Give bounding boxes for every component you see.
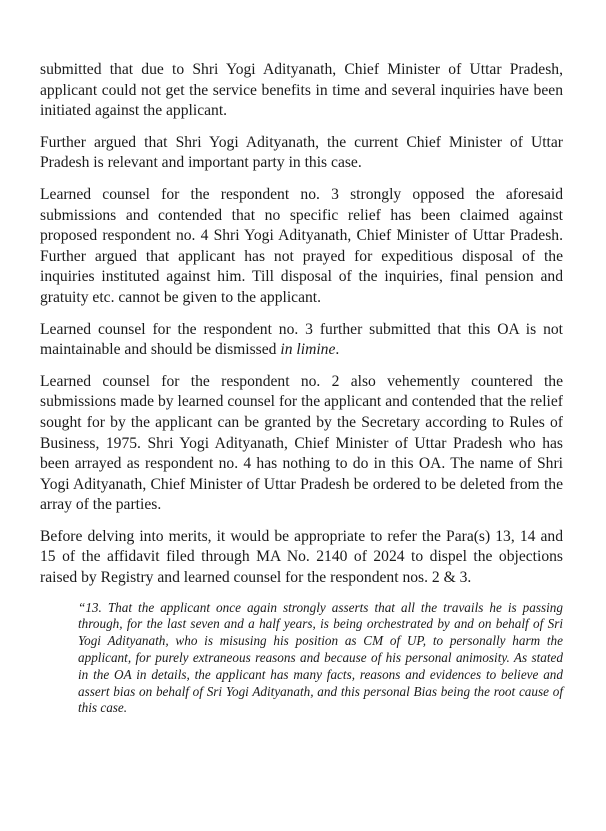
paragraph-6: Before delving into merits, it would be appropriate to refer the Para(s) 13, 14 and 15 of the affidavit filed through MA No. 2140 of 2024 to dispel the objections raised by Registry and learned counsel for the respondent nos. 2 & 3.: [40, 527, 563, 587]
paragraph-2: Further argued that Shri Yogi Adityanath, the current Chief Minister of Uttar Pradesh is relevant and important party in this case.: [40, 133, 563, 172]
paragraph-4-emphasis: in limine: [280, 341, 336, 359]
paragraph-1: submitted that due to Shri Yogi Adityanath, Chief Minister of Uttar Pradesh, applicant could not get the service benefits in time and several inquiries have been initiated against the applicant.: [40, 61, 563, 120]
document-page: [40, 60, 563, 717]
affidavit-quote: “13. That the applicant once again strongly asserts that all the travails he is passing through, for the last seven and a half years, is being orchestrated by and on behalf of Sri Yogi Adityanath, who is misusing his position as CM of UP, to personally harm the applicant, for purely extraneous reasons and because of his personal animosity. As stated in the OA in details, the applicant has many facts, reasons and evidences to believe and assert bias on behalf of Sri Yogi Adityanath, and this personal Bias being the root cause of this case.: [78, 599, 563, 716]
paragraph-4-end: .: [335, 341, 340, 359]
paragraph-3: Learned counsel for the respondent no. 3 strongly opposed the aforesaid submissions and contended that no specific relief has been claimed against proposed respondent no. 4 Shri Yogi Adityanath, Chief Minister of Uttar Pradesh. Further argued that applicant has not prayed for expeditious disposal of the inquiries instituted against him. Till disposal of the inquiries, final pension and gratuity etc. cannot be given to the applicant.: [40, 185, 563, 306]
paragraph-4: [40, 320, 563, 361]
paragraph-4-text: Learned counsel for the respondent no. 3 further submitted that this OA is not maintainable and should be dismissed: [40, 320, 563, 359]
paragraph-5: Learned counsel for the respondent no. 2 also vehemently countered the submissions made by learned counsel for the applicant and contended that the relief sought for by the applicant can be granted by the Secretary according to Rules of Business, 1975. Shri Yogi Adityanath, Chief Minister of Uttar Pradesh who has been arrayed as respondent no. 4 has nothing to do in this OA. The name of Shri Yogi Adityanath, Chief Minister of Uttar Pradesh be ordered to be deleted from the array of the parties.: [40, 372, 563, 514]
